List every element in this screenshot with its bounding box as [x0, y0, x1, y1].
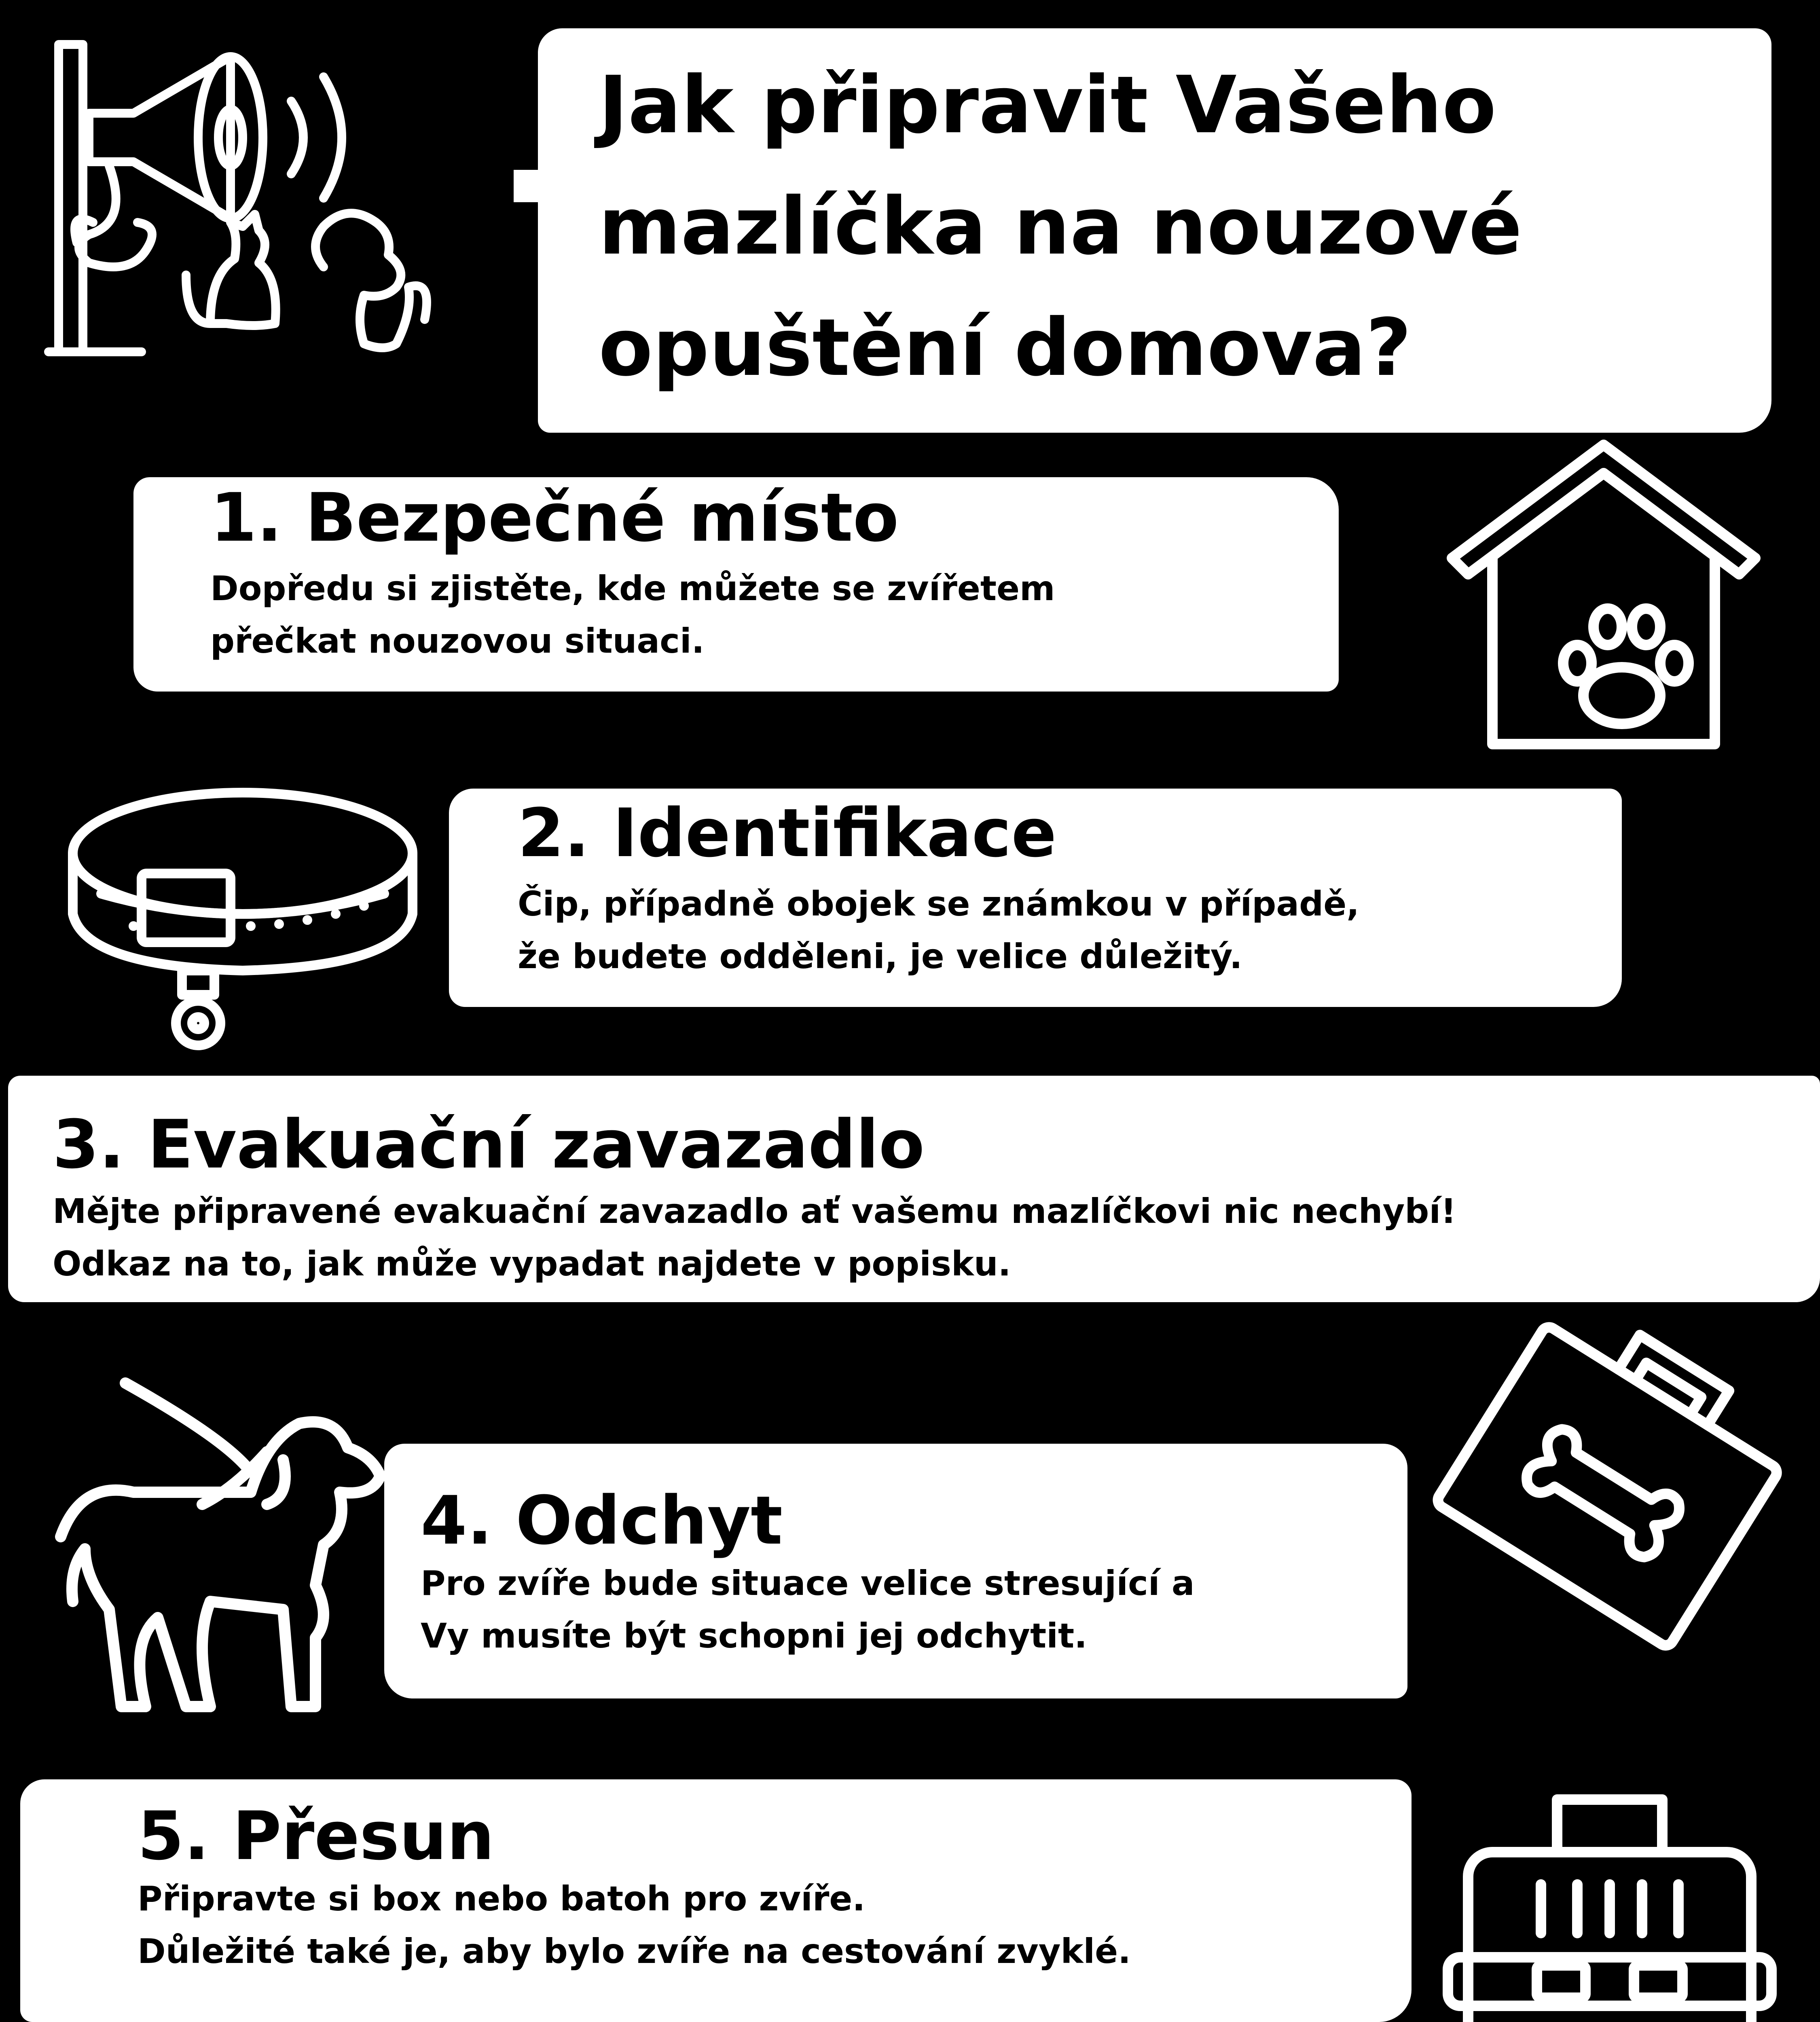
- step1-heading: 1. Bezpečné místo: [210, 479, 899, 556]
- title-brush-edge: [514, 170, 562, 202]
- step4-heading: 4. Odchyt: [421, 1482, 783, 1559]
- step5-text: Připravte si box nebo batoh pro zvíře. Důležité také je, aby bylo zvíře na cestování zvyklé.: [138, 1879, 1131, 1971]
- step2-heading: 2. Identifikace: [518, 794, 1057, 872]
- page-title: Jak připravit Vašeho mazlíčka na nouzové opuštění domova?: [599, 59, 1522, 393]
- pet-carrier-icon: [1440, 1787, 1780, 2022]
- step1-text: Dopředu si zjistěte, kde můžete se zvířetem přečkat nouzovou situaci.: [210, 569, 1055, 661]
- step4-text: Pro zvíře bude situace velice stresující a Vy musíte být schopni jej odchytit.: [421, 1563, 1195, 1656]
- step2-text: Čip, případně obojek se známkou v případě, že budete odděleni, je velice důležitý.: [518, 884, 1360, 976]
- step5-heading: 5. Přesun: [138, 1797, 495, 1875]
- suitcase-bone-icon: [1432, 1294, 1796, 1658]
- dog-leash-icon: [24, 1359, 396, 1723]
- step3-heading: 3. Evakuační zavazadlo: [53, 1106, 925, 1183]
- megaphone-pets-icon: [40, 32, 445, 380]
- step3-text: Mějte připravené evakuační zavazadlo ať vašemu mazlíčkovi nic nechybí! Odkaz na to, jak může vypadat najdete v popisku.: [53, 1191, 1456, 1284]
- dog-house-icon: [1444, 437, 1763, 752]
- collar-icon: [61, 780, 425, 1055]
